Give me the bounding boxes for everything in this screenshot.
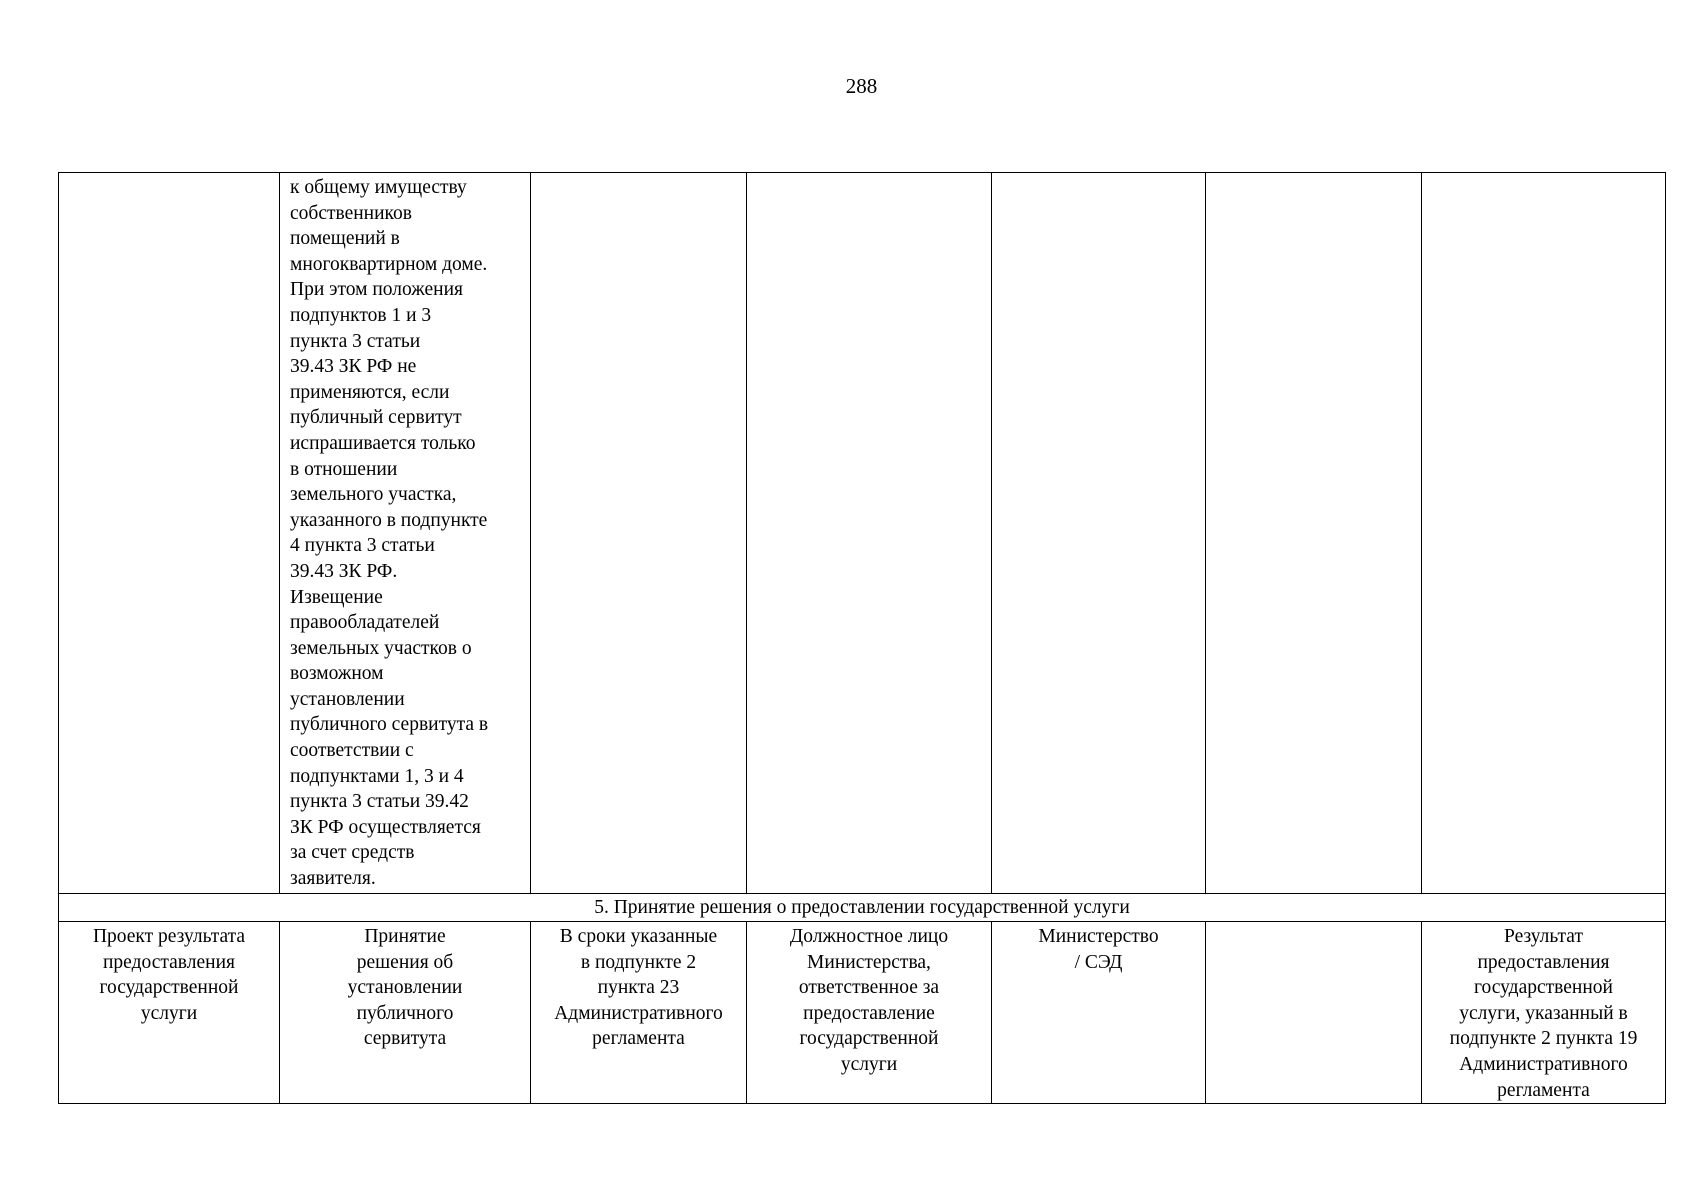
table-cell-action-continuation: к общему имуществу собственников помещений в многоквартирном доме. При этом положения подпунктов 1 и 3 пункта 3 статьи 39.43 ЗК РФ не применяются, если публичный сервитут испрашивается только в отношении земельного участка, указанного в подпункте 4 пункта 3 статьи 39.43 ЗК РФ. Извещение правообладателей земельных участков о возможном установлении публичного сервитута в соответствии с подпунктами 1, 3 и 4 пункта 3 статьи 39.42 ЗК РФ осуществляется за счет средств заявителя. [280, 173, 531, 894]
table-cell-empty [747, 173, 992, 894]
table-cell-criteria [1206, 922, 1422, 1104]
table-row-section-header [59, 894, 1666, 922]
procedure-table [58, 172, 1666, 1104]
table-cell-result: Результат предоставления государственной услуги, указанный в подпункте 2 пункта 19 Административного регламента [1422, 922, 1666, 1104]
table-cell-empty [992, 173, 1206, 894]
table-cell-empty [1206, 173, 1422, 894]
table-cell-action: Принятие решения об установлении публичного сервитута [280, 922, 531, 1104]
section-header: 5. Принятие решения о предоставлении государственной услуги [59, 894, 1666, 922]
table-cell-responsible: Должностное лицо Министерства, ответственное за предоставление государственной услуги [747, 922, 992, 1104]
table-row-step [59, 922, 1666, 1104]
table-row-continuation [59, 173, 1666, 894]
page-number: 288 [845, 74, 878, 98]
table-cell-basis: Проект результата предоставления государственной услуги [59, 922, 280, 1104]
table-cell-deadline: В сроки указанные в подпункте 2 пункта 23 Административного регламента [531, 922, 747, 1104]
table-cell-place: Министерство / СЭД [992, 922, 1206, 1104]
table-cell-empty [1422, 173, 1666, 894]
table-cell-empty [59, 173, 280, 894]
table-cell-empty [531, 173, 747, 894]
